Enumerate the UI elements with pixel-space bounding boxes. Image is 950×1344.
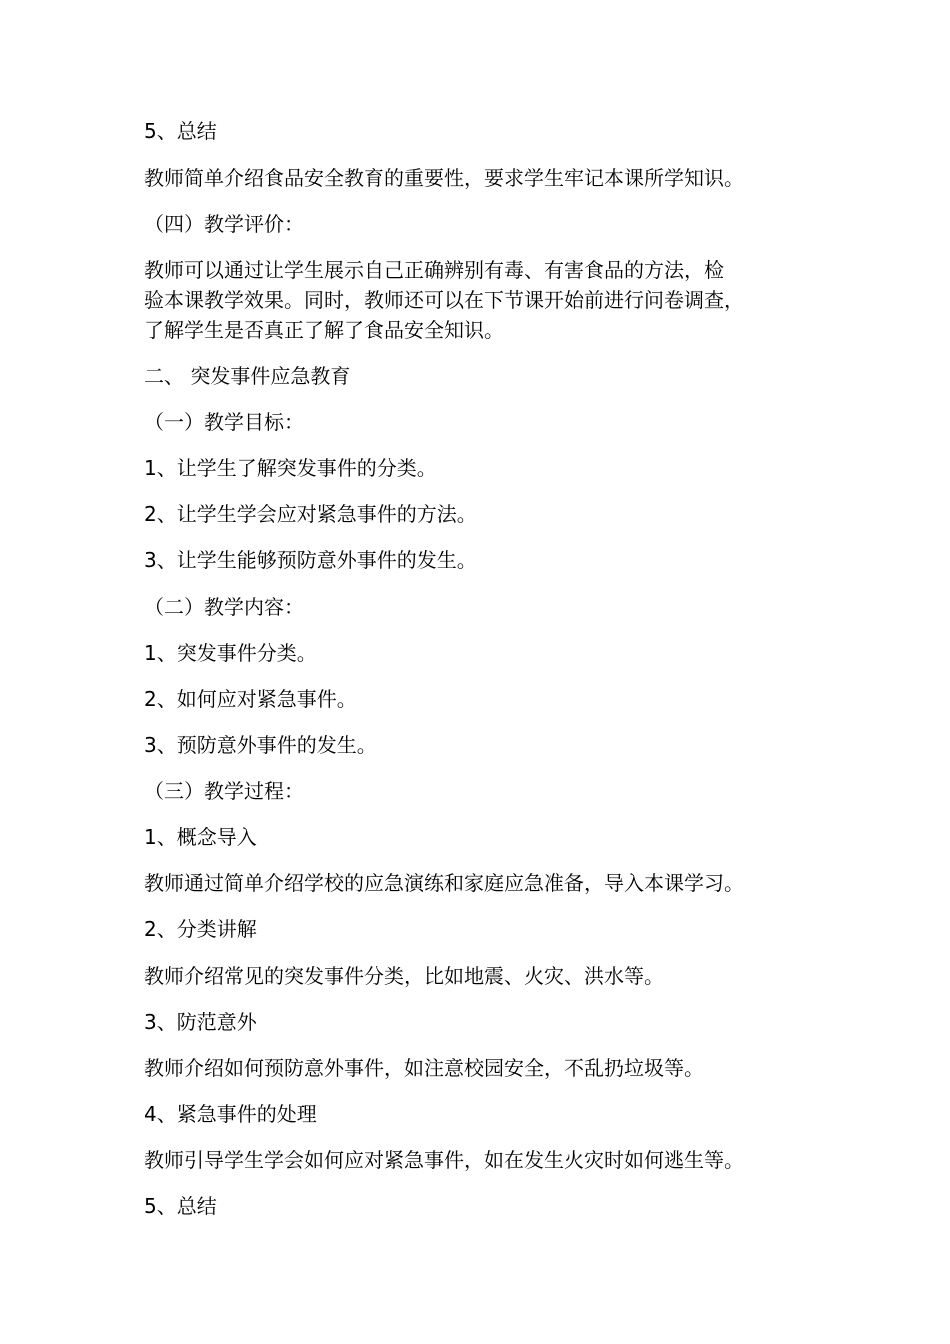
step-heading: 3、防范意外: [144, 1010, 257, 1034]
subsection-heading-process: （三）教学过程：: [144, 779, 304, 803]
paragraph: 教师通过简单介绍学校的应急演练和家庭应急准备，导入本课学习。: [144, 871, 744, 895]
list-item: 1、让学生了解突发事件的分类。: [144, 456, 437, 480]
paragraph: 教师介绍常见的突发事件分类，比如地震、火灾、洪水等。: [144, 964, 664, 988]
list-item: 2、让学生学会应对紧急事件的方法。: [144, 502, 477, 526]
step-heading: 1、概念导入: [144, 825, 257, 849]
list-item: 3、让学生能够预防意外事件的发生。: [144, 548, 477, 572]
list-item: 2、如何应对紧急事件。: [144, 687, 357, 711]
list-item: 3、预防意外事件的发生。: [144, 733, 377, 757]
step-heading: 4、紧急事件的处理: [144, 1102, 317, 1126]
paragraph-evaluation: [144, 255, 824, 345]
section-heading-summary: 5、总结: [144, 119, 217, 143]
subsection-heading-goals: （一）教学目标：: [144, 410, 304, 434]
paragraph: 教师简单介绍食品安全教育的重要性，要求学生牢记本课所学知识。: [144, 166, 744, 190]
subsection-heading-content: （二）教学内容：: [144, 595, 304, 619]
step-heading: 2、分类讲解: [144, 917, 257, 941]
subsection-heading-evaluation: （四）教学评价：: [144, 212, 304, 236]
paragraph-line: 了解学生是否真正了解了食品安全知识。: [144, 318, 504, 342]
step-heading: 5、总结: [144, 1194, 217, 1218]
paragraph-line: 验本课教学效果。同时，教师还可以在下节课开始前进行问卷调查，: [144, 288, 744, 312]
chapter-heading-emergency: 二、 突发事件应急教育: [144, 364, 351, 388]
list-item: 1、突发事件分类。: [144, 641, 317, 665]
paragraph-line: 教师可以通过让学生展示自己正确辨别有毒、有害食品的方法，检: [144, 258, 724, 282]
paragraph: 教师介绍如何预防意外事件，如注意校园安全，不乱扔垃圾等。: [144, 1056, 704, 1080]
paragraph: 教师引导学生学会如何应对紧急事件，如在发生火灾时如何逃生等。: [144, 1148, 744, 1172]
